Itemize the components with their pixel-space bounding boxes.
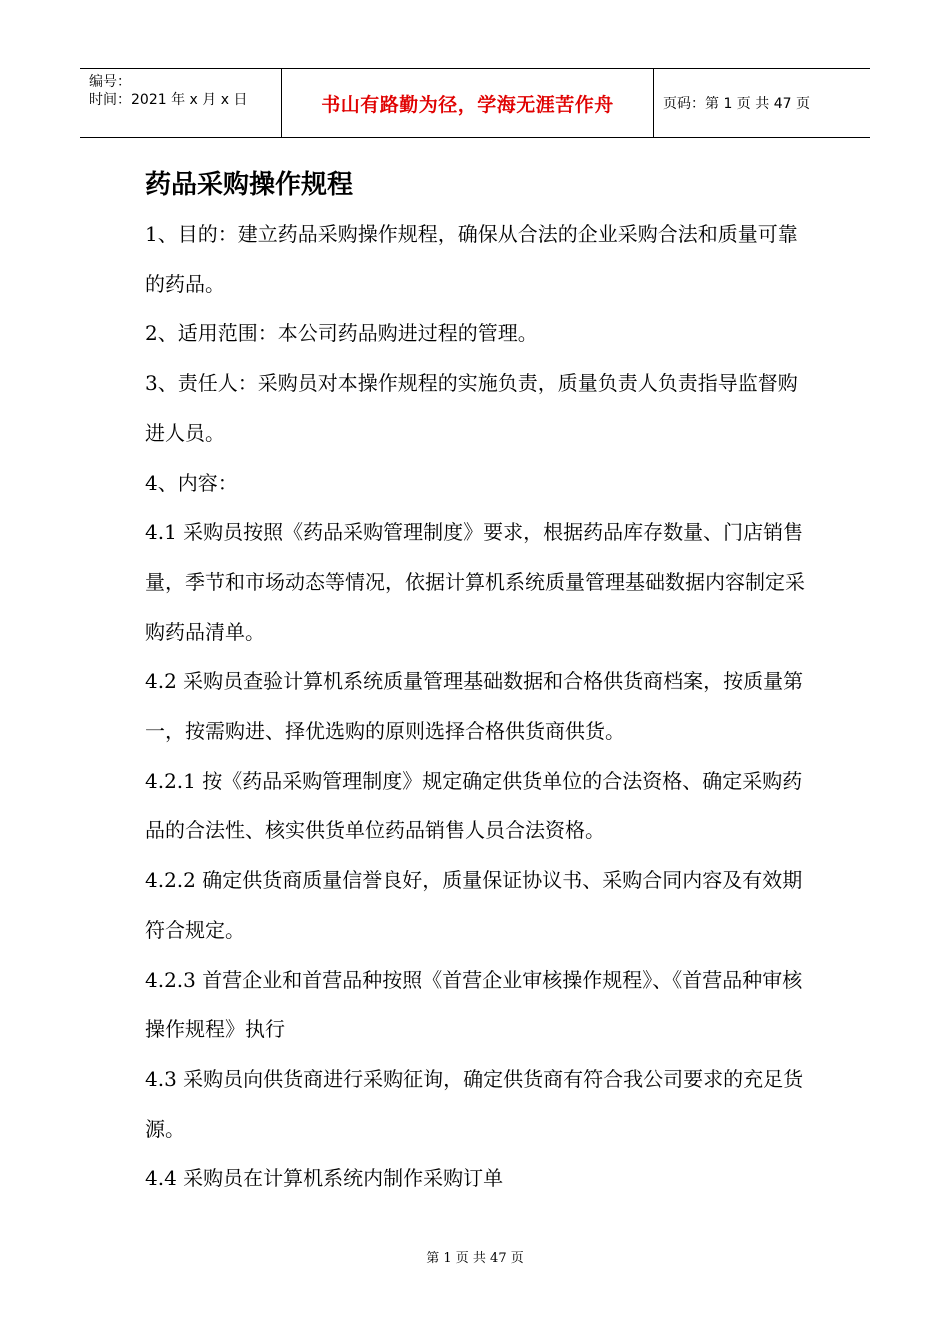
document-body: [145, 210, 810, 1204]
body-paragraph: 4.2 采购员查验计算机系统质量管理基础数据和合格供货商档案，按质量第一，按需购进、择优选购的原则选择合格供货商供货。: [145, 669, 804, 744]
body-paragraph: 4.1 采购员按照《药品采购管理制度》要求，根据药品库存数量、门店销售量，季节和市场动态等情况，依据计算机系统质量管理基础数据内容制定采购药品清单。: [145, 520, 805, 644]
header-motto: 书山有路勤为径，学海无涯苦作舟: [282, 69, 654, 137]
document-number-label: 编号：: [89, 74, 131, 90]
header-page-info: 页码：第 1 页 共 47 页: [663, 96, 810, 112]
body-paragraph: 4.3 采购员向供货商进行采购征询，确定供货商有符合我公司要求的充足货源。: [145, 1066, 804, 1141]
body-paragraph: 4.2.1 按《药品采购管理制度》规定确定供货单位的合法资格、确定采购药品的合法性、核实供货单位药品销售人员合法资格。: [145, 768, 803, 843]
body-paragraph: 4.2.2 确定供货商质量信誉良好，质量保证协议书、采购合同内容及有效期符合规定。: [145, 868, 803, 942]
body-paragraph: 3、责任人：采购员对本操作规程的实施负责，质量负责人负责指导监督购进人员。: [145, 371, 798, 445]
page-footer: 第 1 页 共 47 页: [426, 1251, 524, 1266]
body-paragraph: 1、目的：建立药品采购操作规程，确保从合法的企业采购合法和质量可靠的药品。: [145, 222, 798, 296]
document-date-label: 时间：2021 年 x 月 x 日: [89, 92, 248, 108]
document-title: 药品采购操作规程: [145, 170, 354, 200]
body-paragraph: 4.4 采购员在计算机系统内制作采购订单: [145, 1166, 504, 1191]
header-meta-cell: [80, 69, 282, 137]
body-paragraph: 4.2.3 首营企业和首营品种按照《首营企业审核操作规程》、《首营品种审核操作规程》执行: [145, 967, 803, 1042]
document-header: [80, 68, 870, 138]
body-paragraph: 2、适用范围：本公司药品购进过程的管理。: [145, 321, 538, 346]
body-paragraph: 4、内容：: [145, 470, 238, 495]
